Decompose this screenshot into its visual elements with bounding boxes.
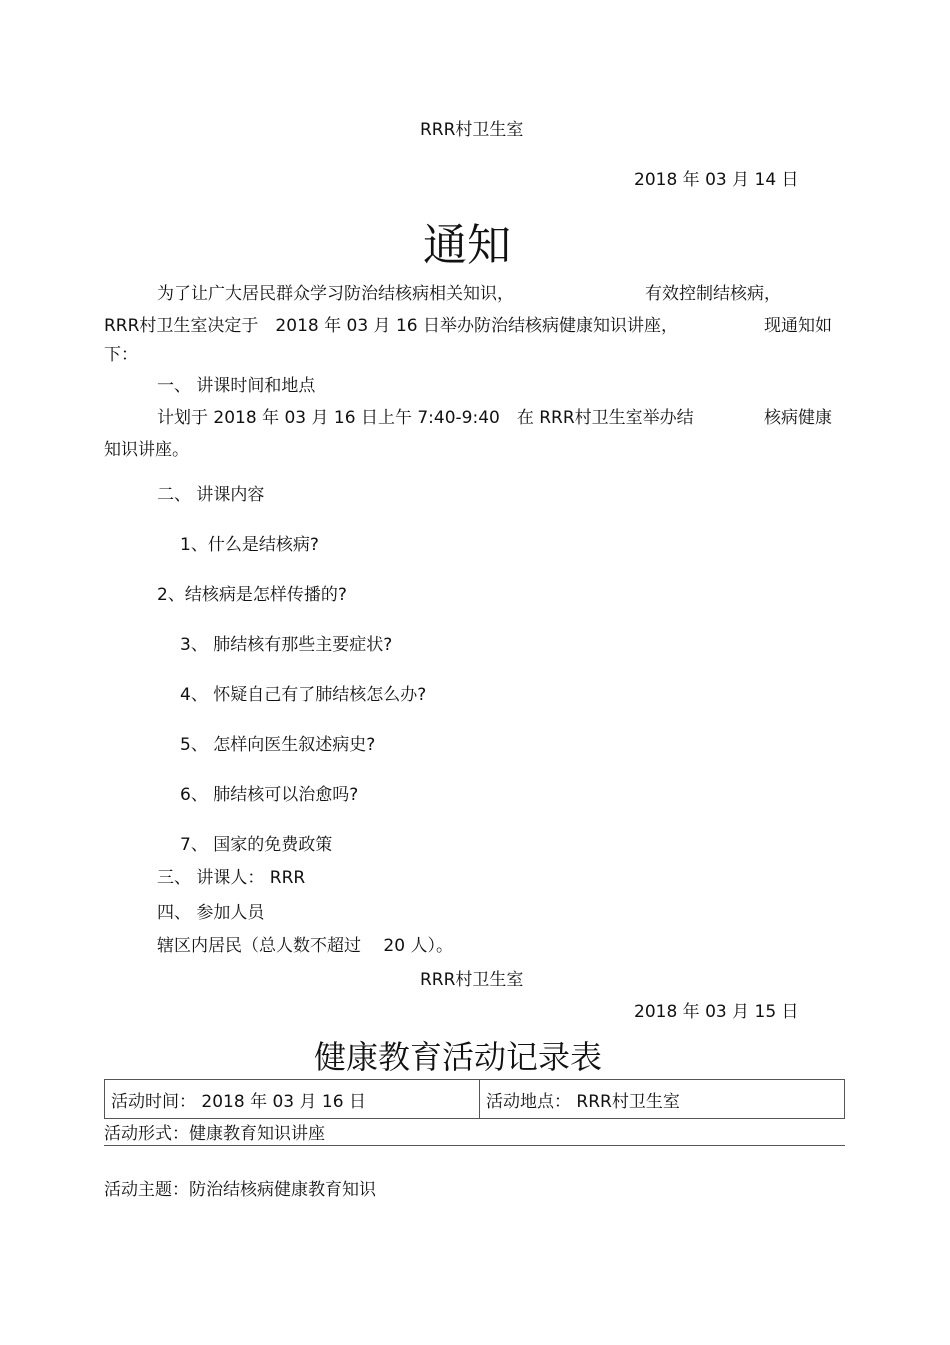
section1-line2: 知识讲座。 [104, 440, 189, 460]
notice-intro-line3: 下： [104, 345, 138, 365]
form-underline [104, 1145, 845, 1146]
header-org: RRR村卫生室 [420, 120, 524, 140]
content-item: 2、结核病是怎样传播的? [157, 585, 347, 605]
content-item: 5、 怎样向医生叙述病史? [180, 735, 376, 755]
notice-intro-line1b: 有效控制结核病， [645, 284, 781, 304]
notice-title: 通知 [423, 220, 511, 271]
header-date: 2018 年 03 月 14 日 [634, 170, 799, 190]
activity-time: 活动时间： 2018 年 03 月 16 日 [105, 1080, 480, 1119]
content-item: 7、 国家的免费政策 [180, 835, 333, 855]
notice-intro-line1a: 为了让广大居民群众学习防治结核病相关知识， [157, 284, 514, 304]
activity-form: 活动形式：健康教育知识讲座 [104, 1124, 325, 1144]
signature-date: 2018 年 03 月 15 日 [634, 1002, 799, 1022]
section4-heading: 四、 参加人员 [157, 903, 265, 923]
notice-intro-line2a: RRR村卫生室决定于 2018 年 03 月 16 日举办防治结核病健康知识讲座， [104, 316, 678, 336]
activity-place: 活动地点： RRR村卫生室 [480, 1080, 845, 1119]
notice-intro-line2b: 现通知如 [764, 316, 832, 336]
activity-theme: 活动主题：防治结核病健康教育知识 [104, 1180, 376, 1200]
signature-org: RRR村卫生室 [420, 970, 524, 990]
section1-line1a: 计划于 2018 年 03 月 16 日上午 7:40-9:40 在 RRR村卫生室举办结 [157, 408, 694, 428]
content-item: 4、 怀疑自己有了肺结核怎么办? [180, 685, 427, 705]
section4-text: 辖区内居民（总人数不超过 20 人）。 [157, 936, 453, 956]
content-item: 1、什么是结核病? [180, 535, 319, 555]
section3-lecturer: 三、 讲课人： RRR [157, 868, 306, 888]
section1-line1b: 核病健康 [764, 408, 832, 428]
content-item: 6、 肺结核可以治愈吗? [180, 785, 359, 805]
record-title: 健康教育活动记录表 [314, 1038, 603, 1076]
content-item: 3、 肺结核有那些主要症状? [180, 635, 393, 655]
record-table [104, 1079, 845, 1119]
section1-heading: 一、 讲课时间和地点 [157, 376, 316, 396]
section2-heading: 二、 讲课内容 [157, 485, 265, 505]
table-row [105, 1080, 845, 1119]
